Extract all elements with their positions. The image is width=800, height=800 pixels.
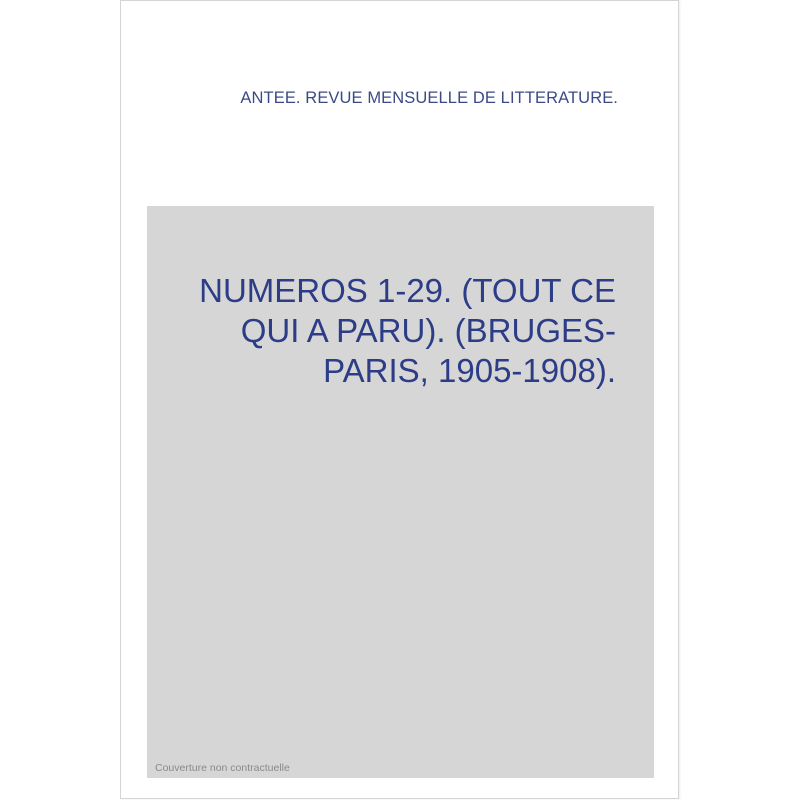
- cover-title-panel: [147, 206, 654, 778]
- book-cover: [120, 0, 679, 799]
- cover-author: ANTEE. REVUE MENSUELLE DE LITTERATURE.: [240, 89, 618, 107]
- cover-title: NUMEROS 1-29. (TOUT CE QUI A PARU). (BRUGES-PARIS, 1905-1908).: [199, 272, 616, 389]
- cover-disclaimer: Couverture non contractuelle: [155, 762, 290, 774]
